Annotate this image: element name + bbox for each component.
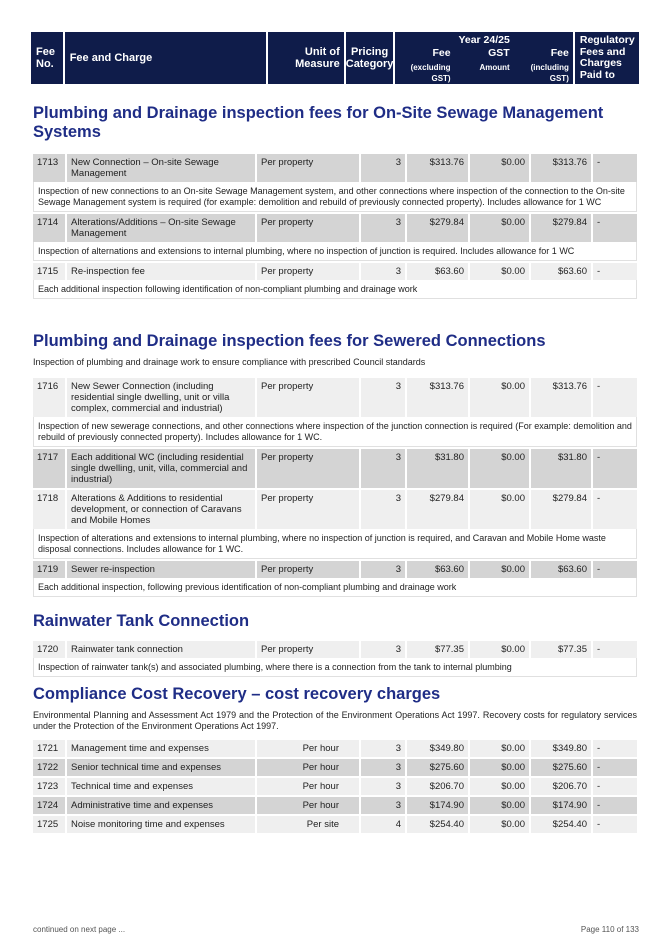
table-row bbox=[33, 263, 637, 280]
unit: Per site bbox=[257, 816, 361, 833]
regulatory: - bbox=[593, 816, 637, 833]
regulatory: - bbox=[593, 561, 637, 578]
pricing-category: 3 bbox=[361, 214, 407, 242]
fee-incl: $313.76 bbox=[531, 154, 593, 182]
unit: Per property bbox=[257, 263, 361, 280]
fee-no: 1722 bbox=[33, 759, 67, 776]
pricing-category: 3 bbox=[361, 797, 407, 814]
fee-name: Noise monitoring time and expenses bbox=[67, 816, 257, 833]
row-description: Inspection of new connections to an On-site Sewage Management system, and other connections where inspection of the connection to the On-site Sewage Management system is required (for example: demolition and rebuild of previously connected property). Includes allowance for 1 WC bbox=[33, 182, 637, 212]
fee-incl: $254.40 bbox=[531, 816, 593, 833]
fee-excl: $63.60 bbox=[407, 263, 470, 280]
table-row bbox=[33, 449, 637, 488]
pricing-category: 3 bbox=[361, 641, 407, 658]
table-row bbox=[33, 759, 637, 776]
regulatory: - bbox=[593, 759, 637, 776]
pricing-category: 3 bbox=[361, 561, 407, 578]
header-year-group bbox=[395, 32, 572, 84]
table-row bbox=[33, 214, 637, 242]
gst: $0.00 bbox=[470, 154, 531, 182]
header-fee-ex: Fee (excluding GST) bbox=[410, 47, 451, 83]
regulatory: - bbox=[593, 154, 637, 182]
fee-no: 1718 bbox=[33, 490, 67, 529]
row-description: Inspection of rainwater tank(s) and associated plumbing, where there is a connection from the tank to internal plumbing bbox=[33, 658, 637, 677]
unit: Per property bbox=[257, 378, 361, 417]
fee-name: Management time and expenses bbox=[67, 740, 257, 757]
pricing-category: 4 bbox=[361, 816, 407, 833]
row-description: Each additional inspection following identification of non-compliant plumbing and drainage work bbox=[33, 280, 637, 299]
header-gst: GST Amount bbox=[479, 47, 510, 72]
pricing-category: 3 bbox=[361, 490, 407, 529]
gst: $0.00 bbox=[470, 816, 531, 833]
regulatory: - bbox=[593, 378, 637, 417]
fee-incl: $275.60 bbox=[531, 759, 593, 776]
fee-no: 1721 bbox=[33, 740, 67, 757]
fee-name: New Connection – On-site Sewage Management bbox=[67, 154, 257, 182]
unit: Per hour bbox=[257, 740, 361, 757]
fee-excl: $174.90 bbox=[407, 797, 470, 814]
section-title: Rainwater Tank Connection bbox=[33, 612, 250, 630]
gst: $0.00 bbox=[470, 263, 531, 280]
section-onsite-sewage bbox=[33, 104, 637, 299]
unit: Per property bbox=[257, 449, 361, 488]
section-rainwater bbox=[33, 612, 637, 677]
fee-name: Rainwater tank connection bbox=[67, 641, 257, 658]
fee-excl: $313.76 bbox=[407, 154, 470, 182]
fee-no: 1720 bbox=[33, 641, 67, 658]
regulatory: - bbox=[593, 740, 637, 757]
unit: Per property bbox=[257, 490, 361, 529]
gst: $0.00 bbox=[470, 561, 531, 578]
continued-note: continued on next page ... bbox=[33, 925, 126, 934]
header-pricing: Pricing Category bbox=[346, 32, 394, 84]
header-year: Year 24/25 bbox=[458, 34, 510, 46]
gst: $0.00 bbox=[470, 449, 531, 488]
regulatory: - bbox=[593, 797, 637, 814]
pricing-category: 3 bbox=[361, 778, 407, 795]
gst: $0.00 bbox=[470, 759, 531, 776]
fee-no: 1725 bbox=[33, 816, 67, 833]
page-number: Page 110 of 133 bbox=[580, 925, 639, 934]
fee-name: Administrative time and expenses bbox=[67, 797, 257, 814]
unit: Per property bbox=[257, 641, 361, 658]
fee-no: 1719 bbox=[33, 561, 67, 578]
unit: Per property bbox=[257, 214, 361, 242]
regulatory: - bbox=[593, 490, 637, 529]
fee-incl: $279.84 bbox=[531, 490, 593, 529]
fee-name: Alterations/Additions – On-site Sewage Management bbox=[67, 214, 257, 242]
fee-excl: $349.80 bbox=[407, 740, 470, 757]
header-fee-no: Fee No. bbox=[31, 32, 63, 84]
header-fee-inc: Fee (including GST) bbox=[530, 47, 569, 83]
pricing-category: 3 bbox=[361, 449, 407, 488]
fee-excl: $63.60 bbox=[407, 561, 470, 578]
unit: Per hour bbox=[257, 759, 361, 776]
unit: Per hour bbox=[257, 778, 361, 795]
fee-incl: $63.60 bbox=[531, 263, 593, 280]
gst: $0.00 bbox=[470, 490, 531, 529]
table-row bbox=[33, 561, 637, 578]
regulatory: - bbox=[593, 263, 637, 280]
gst: $0.00 bbox=[470, 797, 531, 814]
table-row bbox=[33, 490, 637, 529]
header-unit: Unit of Measure bbox=[268, 32, 344, 84]
unit: Per hour bbox=[257, 797, 361, 814]
header-fee-and-charge: Fee and Charge bbox=[65, 32, 267, 84]
fee-name: Senior technical time and expenses bbox=[67, 759, 257, 776]
row-description: Inspection of alternations and extensions to internal plumbing, where no inspection of junction is required. Includes allowance for 1 WC bbox=[33, 242, 637, 261]
fee-no: 1714 bbox=[33, 214, 67, 242]
table-header bbox=[31, 32, 639, 84]
fee-name: Each additional WC (including residential single dwelling, unit, villa, commercial and industrial) bbox=[67, 449, 257, 488]
fee-name: New Sewer Connection (including residential single dwelling, unit or villa complex, commercial and industrial) bbox=[67, 378, 257, 417]
section-intro: Inspection of plumbing and drainage work to ensure compliance with prescribed Council standards bbox=[33, 357, 426, 367]
fee-name: Re-inspection fee bbox=[67, 263, 257, 280]
section-title: Compliance Cost Recovery – cost recovery charges bbox=[33, 685, 441, 703]
fee-no: 1716 bbox=[33, 378, 67, 417]
gst: $0.00 bbox=[470, 378, 531, 417]
fee-no: 1715 bbox=[33, 263, 67, 280]
fee-excl: $313.76 bbox=[407, 378, 470, 417]
unit: Per property bbox=[257, 561, 361, 578]
header-regulatory: Regulatory Fees and Charges Paid to bbox=[575, 32, 639, 84]
pricing-category: 3 bbox=[361, 263, 407, 280]
regulatory: - bbox=[593, 214, 637, 242]
pricing-category: 3 bbox=[361, 154, 407, 182]
fee-incl: $174.90 bbox=[531, 797, 593, 814]
fee-incl: $279.84 bbox=[531, 214, 593, 242]
fee-incl: $349.80 bbox=[531, 740, 593, 757]
fee-excl: $275.60 bbox=[407, 759, 470, 776]
gst: $0.00 bbox=[470, 641, 531, 658]
fee-incl: $313.76 bbox=[531, 378, 593, 417]
fee-incl: $63.60 bbox=[531, 561, 593, 578]
fee-excl: $279.84 bbox=[407, 214, 470, 242]
fee-excl: $77.35 bbox=[407, 641, 470, 658]
row-description: Inspection of alterations and extensions to internal plumbing, where no inspection of junction is required, and Caravan and Mobile Home waste disposal connections. Includes allowance for 1 WC. bbox=[33, 529, 637, 559]
fee-name: Technical time and expenses bbox=[67, 778, 257, 795]
regulatory: - bbox=[593, 778, 637, 795]
pricing-category: 3 bbox=[361, 759, 407, 776]
fee-excl: $279.84 bbox=[407, 490, 470, 529]
fee-excl: $206.70 bbox=[407, 778, 470, 795]
fee-no: 1724 bbox=[33, 797, 67, 814]
fee-no: 1723 bbox=[33, 778, 67, 795]
table-row bbox=[33, 816, 637, 833]
fee-name: Sewer re-inspection bbox=[67, 561, 257, 578]
gst: $0.00 bbox=[470, 778, 531, 795]
row-description: Each additional inspection, following previous identification of non-compliant plumbing and drainage work bbox=[33, 578, 637, 597]
fee-incl: $31.80 bbox=[531, 449, 593, 488]
fee-name: Alterations & Additions to residential development, or connection of Caravans and Mobile Homes bbox=[67, 490, 257, 529]
unit: Per property bbox=[257, 154, 361, 182]
table-row bbox=[33, 778, 637, 795]
section-cost-recovery bbox=[33, 685, 637, 833]
regulatory: - bbox=[593, 641, 637, 658]
section-sewered bbox=[33, 332, 637, 597]
table-row bbox=[33, 740, 637, 757]
fee-no: 1717 bbox=[33, 449, 67, 488]
fee-excl: $31.80 bbox=[407, 449, 470, 488]
section-title: Plumbing and Drainage inspection fees for Sewered Connections bbox=[33, 332, 546, 350]
section-intro: Environmental Planning and Assessment Act 1979 and the Protection of the Environment Operations Act 1997. Recovery costs for regulatory services under the Protection of the Environment Operations Act 1997. bbox=[33, 710, 637, 731]
table-row bbox=[33, 641, 637, 658]
gst: $0.00 bbox=[470, 214, 531, 242]
table-row bbox=[33, 154, 637, 182]
fee-incl: $206.70 bbox=[531, 778, 593, 795]
pricing-category: 3 bbox=[361, 740, 407, 757]
gst: $0.00 bbox=[470, 740, 531, 757]
row-description: Inspection of new sewerage connections, and other connections where inspection of the junction connection is required (For example: demolition and rebuild of previously connected property). Includes allowance for 1 WC. bbox=[33, 417, 637, 447]
fee-no: 1713 bbox=[33, 154, 67, 182]
pricing-category: 3 bbox=[361, 378, 407, 417]
fee-excl: $254.40 bbox=[407, 816, 470, 833]
regulatory: - bbox=[593, 449, 637, 488]
fee-incl: $77.35 bbox=[531, 641, 593, 658]
section-title: Plumbing and Drainage inspection fees for On-Site Sewage Management Systems bbox=[33, 104, 604, 141]
table-row bbox=[33, 378, 637, 417]
table-row bbox=[33, 797, 637, 814]
